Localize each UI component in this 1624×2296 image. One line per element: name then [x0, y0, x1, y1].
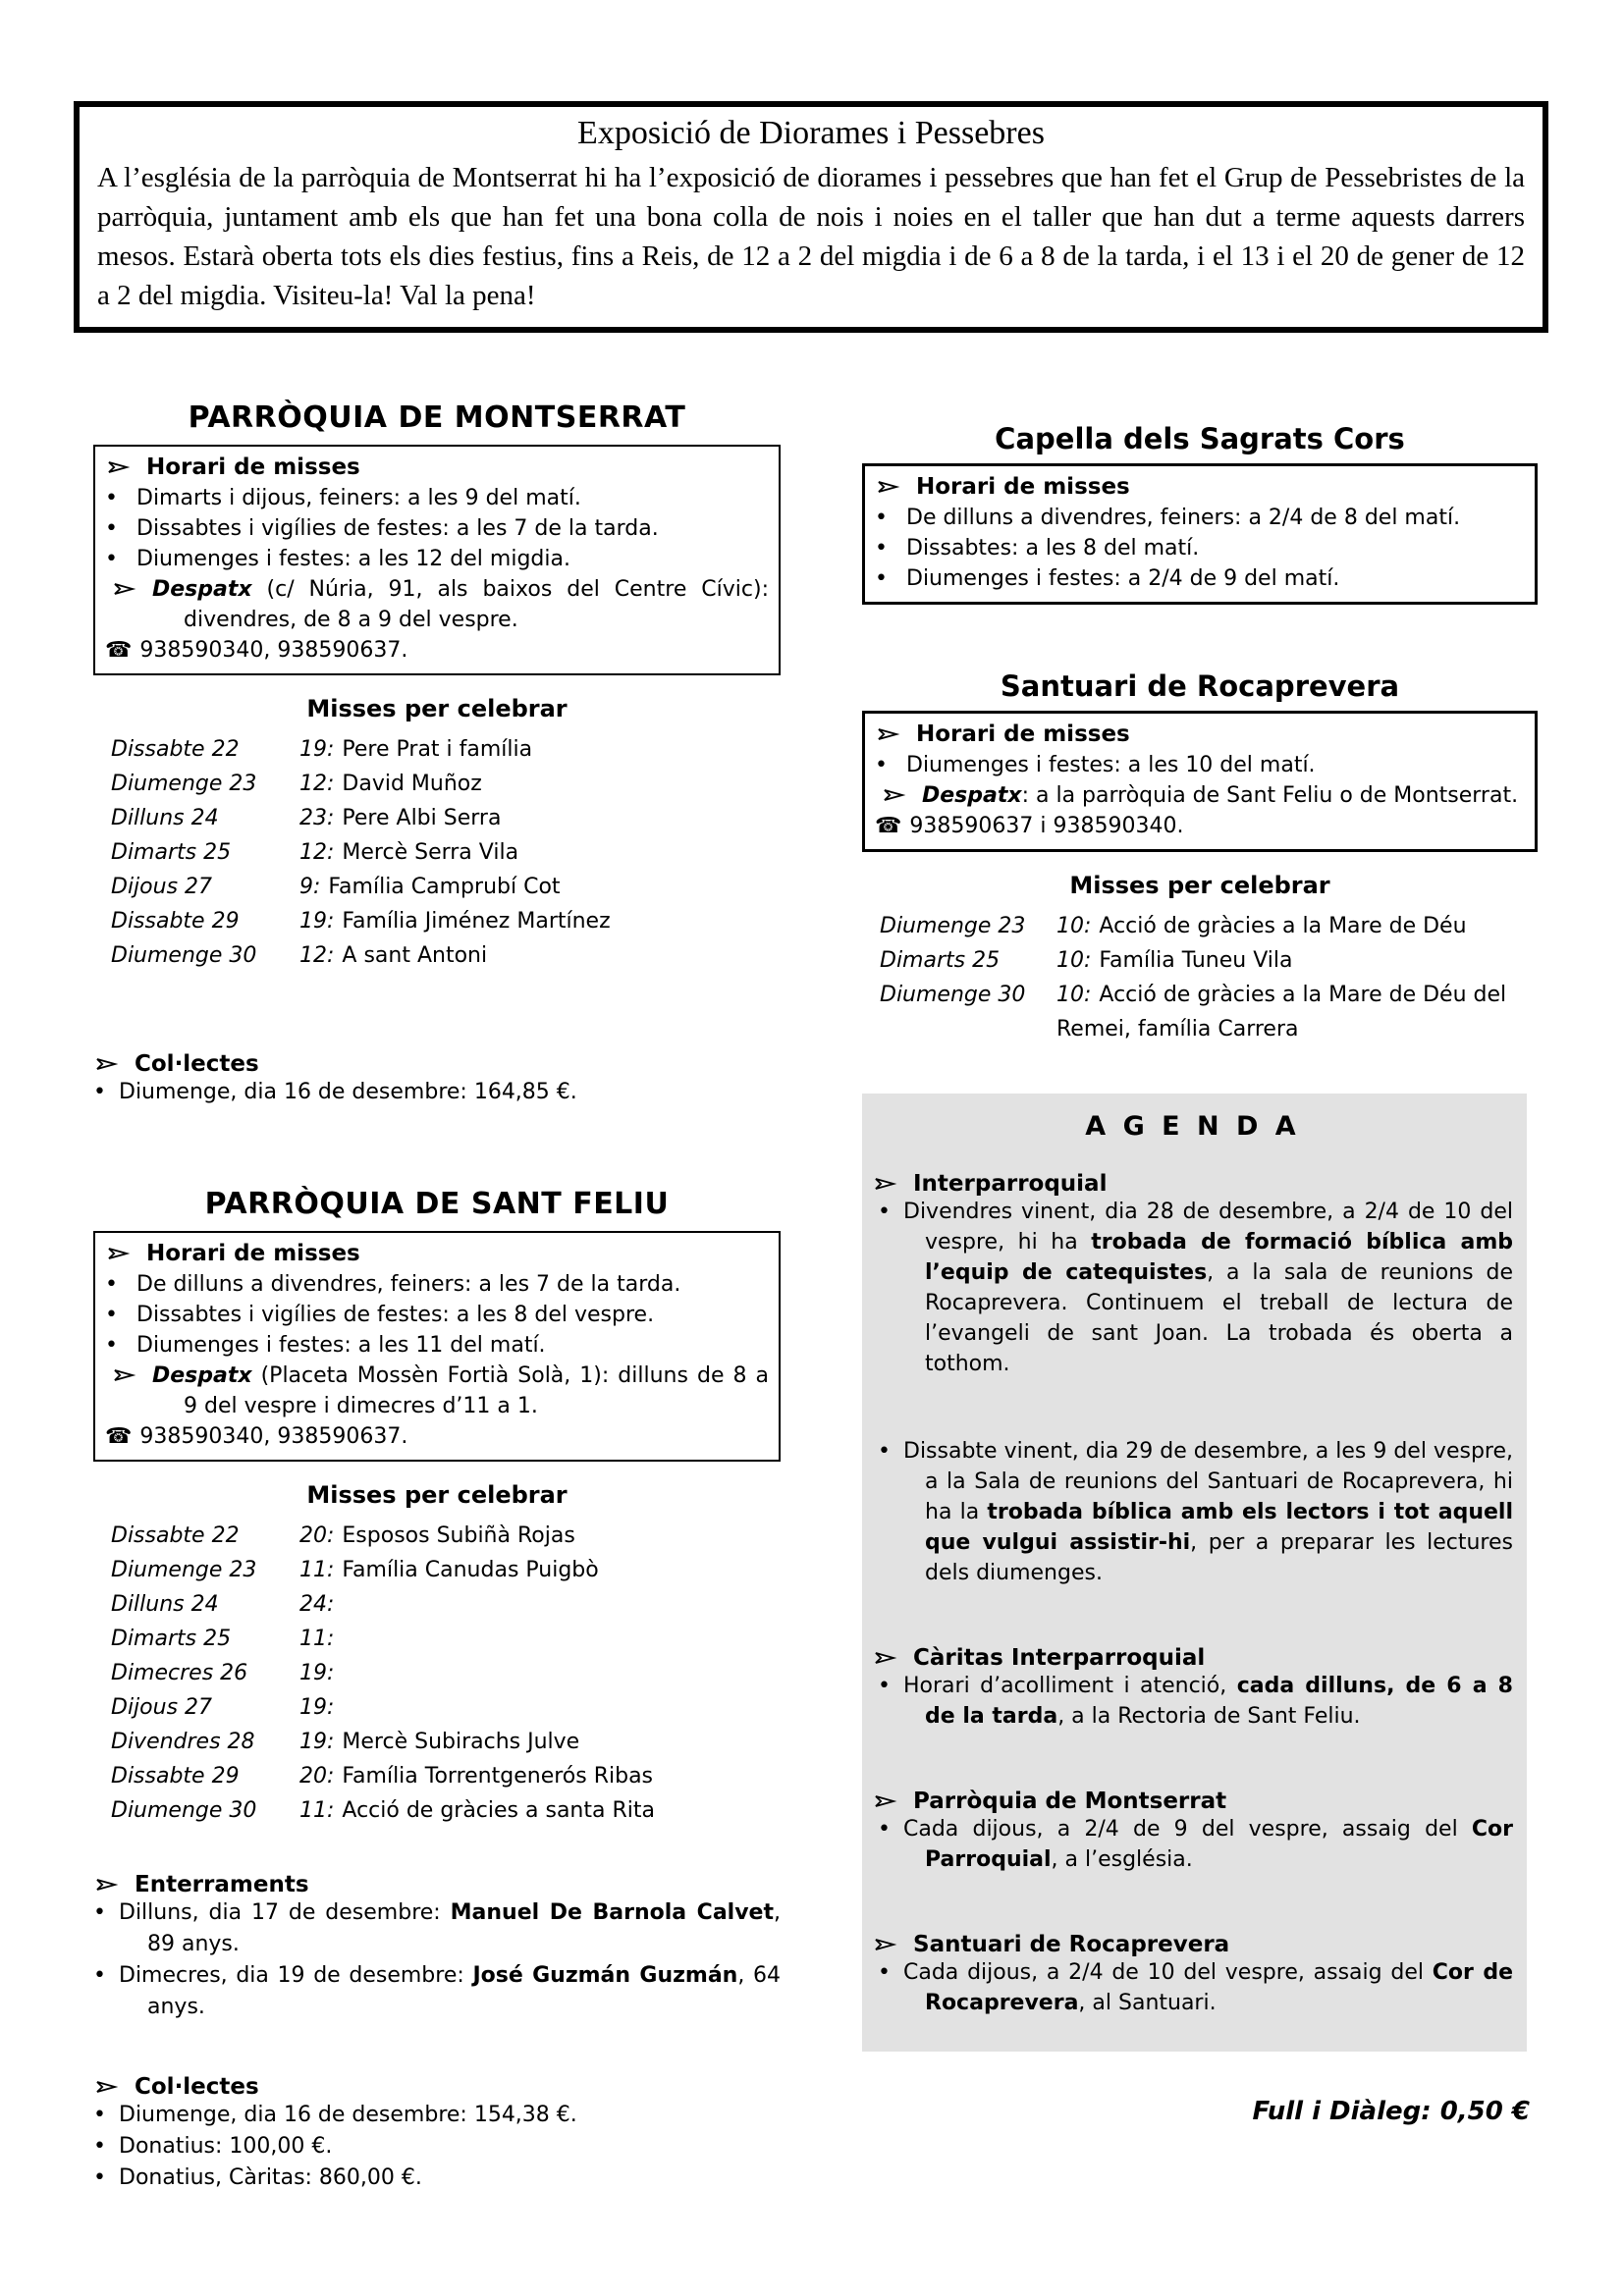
mass-time: 12: [299, 840, 335, 865]
collecta-item [93, 1077, 781, 1108]
mass-day: Dimecres 26 [111, 1661, 248, 1685]
phone-numbers: 938590637 i 938590340. [909, 814, 1184, 838]
mass-time: 12: [299, 772, 335, 796]
horari-bullet [105, 1300, 769, 1330]
enterrament-item [93, 1897, 781, 1960]
mass-entry [299, 1759, 781, 1793]
bullet-text: Dissabtes i vigílies de festes: a les 8 del vespre. [136, 1303, 655, 1327]
mass-intention: Família Torrentgenerós Ribas [342, 1764, 654, 1789]
mass-intention: Família Canudas Puigbò [342, 1558, 599, 1582]
collectes-list [93, 1077, 781, 1108]
agenda-item-list [872, 1197, 1513, 1588]
mass-day: Dijous 27 [111, 875, 213, 899]
collecta-item [93, 2163, 781, 2194]
mass-time: 20: [299, 1523, 335, 1548]
misses-title: Misses per celebrar [306, 1481, 568, 1509]
arrowhead-right-icon [93, 1051, 123, 1077]
mass-entry [299, 801, 781, 835]
agenda-item-text: Horari d’acolliment i atenció, cada dilluns, de 6 a 8 de la tarda, a la Rectoria de Sant Feliu. [903, 1674, 1513, 1729]
price-note: Full i Diàleg: 0,50 € [1252, 2097, 1530, 2126]
bullet-icon: • [875, 566, 888, 591]
enterrament-text: Dimecres, dia 19 de desembre: José Guzmán Guzmán, 64 anys. [119, 1963, 781, 2019]
bullet-icon: • [105, 1272, 118, 1297]
mass-day: Diumenge 23 [880, 914, 1026, 938]
agenda-item-list [872, 1957, 1513, 2018]
mass-time: 19: [299, 737, 335, 762]
bullet-icon: • [875, 506, 888, 530]
bullet-icon: • [105, 1333, 118, 1358]
despatx-line [105, 574, 769, 635]
collectes-list [93, 2100, 781, 2194]
phone-icon: ☎ [105, 1424, 133, 1449]
bullet-icon: • [93, 2134, 106, 2159]
despatx-line [875, 780, 1525, 811]
arrowhead-right-icon [875, 472, 904, 503]
misses-title: Misses per celebrar [1069, 872, 1330, 899]
mass-time: 20: [299, 1764, 335, 1789]
horari-bullet-list [105, 1269, 769, 1361]
mass-intention: Acció de gràcies a santa Rita [342, 1798, 655, 1823]
horari-heading [105, 1239, 769, 1269]
mass-day: Divendres 28 [111, 1730, 255, 1754]
bullet-text: Dissabtes: a les 8 del matí. [906, 536, 1200, 561]
agenda-section-label: Parròquia de Montserrat [913, 1789, 1227, 1814]
phone-numbers: 938590340, 938590637. [139, 638, 408, 663]
mass-entry [299, 1690, 781, 1725]
arrowhead-right-icon [111, 574, 140, 605]
agenda-item-text: Cada dijous, a 2/4 de 10 del vespre, assaig del Cor de Rocaprevera, al Santuari. [903, 1960, 1513, 2015]
exposition-title: Exposició de Diorames i Pessebres [577, 115, 1045, 151]
bullet-text: Diumenges i festes: a les 10 del matí. [906, 753, 1316, 777]
mass-time: 19: [299, 1661, 335, 1685]
mass-day: Dilluns 24 [111, 1592, 219, 1617]
mass-entry [299, 1519, 781, 1553]
bullet-text: Dissabtes i vigílies de festes: a les 7 de la tarda. [136, 516, 659, 541]
horari-heading-label: Horari de misses [916, 721, 1130, 747]
mass-row [111, 1587, 781, 1622]
mass-intention: Acció de gràcies a la Mare de Déu del Remei, família Carrera [1056, 983, 1507, 1041]
mass-intention: Família Jiménez Martínez [342, 909, 611, 934]
mass-entry [299, 835, 781, 870]
bullet-icon: • [105, 1303, 118, 1327]
mass-intention: Esposos Subiñà Rojas [342, 1523, 575, 1548]
mass-row [111, 835, 781, 870]
mass-entry [1056, 978, 1538, 1046]
left-column [93, 400, 781, 2194]
mass-row [111, 1725, 781, 1759]
agenda-section-label: Càritas Interparroquial [913, 1645, 1206, 1671]
mass-entry [299, 1587, 781, 1622]
mass-row [111, 1622, 781, 1656]
horari-heading-label: Horari de misses [146, 454, 360, 480]
enterraments-list [93, 1897, 781, 2023]
agenda-section-caritas [872, 1645, 1513, 1732]
bullet-icon: • [878, 1439, 891, 1464]
bullet-text: Diumenges i festes: a les 11 del matí. [136, 1333, 546, 1358]
bullet-text: De dilluns a divendres, feiners: a les 7 de la tarda. [136, 1272, 681, 1297]
mass-row [111, 767, 781, 801]
despatx-text: Despatx: a la parròquia de Sant Feliu o de Montserrat. [922, 783, 1519, 808]
rocaprevera-horari-box [862, 711, 1538, 852]
horari-bullet-list [875, 750, 1525, 780]
bullet-icon: • [878, 1817, 891, 1842]
phone-line [105, 635, 769, 666]
misses-table [862, 909, 1538, 1046]
mass-row [111, 732, 781, 767]
agenda-section-rocaprevera [872, 1932, 1513, 2018]
mass-time: 19: [299, 909, 335, 934]
phone-icon: ☎ [875, 814, 902, 838]
bullet-icon: • [105, 516, 118, 541]
mass-intention: A sant Antoni [342, 943, 488, 968]
mass-intention: Acció de gràcies a la Mare de Déu [1099, 914, 1467, 938]
despatx-text: Despatx (c/ Núria, 91, als baixos del Centre Cívic): divendres, de 8 a 9 del vespre. [152, 577, 769, 632]
collectes-heading-label: Col·lectes [135, 2074, 259, 2100]
rocaprevera-title: Santuari de Rocaprevera [1000, 669, 1400, 703]
horari-bullet [105, 544, 769, 574]
mass-day: Diumenge 30 [111, 943, 257, 968]
mass-entry [299, 1553, 781, 1587]
phone-numbers: 938590340, 938590637. [139, 1424, 408, 1449]
misses-table [93, 732, 781, 973]
bullet-icon: • [93, 1900, 106, 1925]
collecta-text: Diumenge, dia 16 de desembre: 154,38 €. [119, 2103, 577, 2127]
bullet-icon: • [105, 486, 118, 510]
mass-time: 11: [299, 1798, 335, 1823]
arrowhead-right-icon [881, 780, 910, 811]
agenda-section-label: Interparroquial [913, 1171, 1108, 1197]
mass-day: Diumenge 23 [111, 1558, 257, 1582]
bullet-icon: • [93, 2165, 106, 2190]
mass-day: Dijous 27 [111, 1695, 213, 1720]
mass-day: Dimarts 25 [880, 948, 1001, 973]
mass-intention: Família Tuneu Vila [1099, 948, 1293, 973]
mass-entry [299, 767, 781, 801]
sagrats-cors-horari-box [862, 463, 1538, 605]
exposition-notice-box [74, 101, 1548, 333]
arrowhead-right-icon [872, 1932, 901, 1957]
bullet-icon: • [105, 547, 118, 571]
horari-bullet [875, 750, 1525, 780]
horari-heading [875, 472, 1525, 503]
sant-feliu-title: PARRÒQUIA DE SANT FELIU [204, 1187, 670, 1221]
bullet-icon: • [878, 1674, 891, 1698]
agenda-box [862, 1094, 1527, 2052]
mass-row [111, 1519, 781, 1553]
mass-intention: Mercè Subirachs Julve [342, 1730, 580, 1754]
bullet-icon: • [878, 1200, 891, 1224]
right-column [862, 422, 1538, 2126]
bullet-icon: • [875, 536, 888, 561]
mass-time: 23: [299, 806, 335, 830]
mass-intention: Pere Albi Serra [342, 806, 502, 830]
mass-entry [299, 1622, 781, 1656]
mass-time: 10: [1056, 983, 1092, 1007]
mass-row [880, 978, 1538, 1046]
mass-day: Dissabte 29 [111, 909, 240, 934]
bullet-icon: • [93, 2103, 106, 2127]
horari-bullet [105, 513, 769, 544]
collecta-item [93, 2131, 781, 2163]
mass-day: Dissabte 22 [111, 1523, 240, 1548]
mass-row [111, 801, 781, 835]
mass-day: Diumenge 30 [880, 983, 1026, 1007]
arrowhead-right-icon [872, 1171, 901, 1197]
agenda-item [878, 1197, 1513, 1379]
enterraments-heading-label: Enterraments [135, 1872, 309, 1897]
montserrat-horari-box [93, 445, 781, 675]
mass-day: Dilluns 24 [111, 806, 219, 830]
horari-bullet [105, 1330, 769, 1361]
mass-row [111, 938, 781, 973]
agenda-item [878, 1436, 1513, 1588]
arrowhead-right-icon [872, 1789, 901, 1814]
mass-entry [299, 1793, 781, 1828]
bullet-icon: • [878, 1960, 891, 1985]
mass-time: 24: [299, 1592, 335, 1617]
collecta-item [93, 2100, 781, 2131]
mass-time: 10: [1056, 948, 1092, 973]
agenda-section-heading [872, 1645, 1513, 1671]
horari-heading [105, 453, 769, 483]
horari-bullet [105, 483, 769, 513]
agenda-item [878, 1957, 1513, 2018]
collectes-heading-label: Col·lectes [135, 1051, 259, 1077]
arrowhead-right-icon [875, 720, 904, 750]
mass-entry [299, 938, 781, 973]
mass-intention: Pere Prat i família [342, 737, 533, 762]
horari-bullet-list [105, 483, 769, 574]
mass-time: 10: [1056, 914, 1092, 938]
mass-row [111, 904, 781, 938]
mass-entry [299, 1656, 781, 1690]
mass-entry [299, 1725, 781, 1759]
phone-icon: ☎ [105, 638, 133, 663]
horari-bullet-list [875, 503, 1525, 594]
phone-line [875, 811, 1525, 841]
arrowhead-right-icon [872, 1645, 901, 1671]
bullet-text: De dilluns a divendres, feiners: a 2/4 de 8 del matí. [906, 506, 1461, 530]
arrowhead-right-icon [111, 1361, 140, 1391]
horari-heading-label: Horari de misses [916, 474, 1130, 500]
agenda-item-list [872, 1671, 1513, 1732]
enterrament-text: Dilluns, dia 17 de desembre: Manuel De Barnola Calvet, 89 anys. [119, 1900, 781, 1956]
mass-entry [299, 870, 781, 904]
mass-row [880, 909, 1538, 943]
enterrament-item [93, 1960, 781, 2023]
mass-intention: David Muñoz [342, 772, 482, 796]
montserrat-title: PARRÒQUIA DE MONTSERRAT [188, 400, 686, 435]
agenda-item [878, 1671, 1513, 1732]
agenda-section-interparroquial [872, 1171, 1513, 1588]
mass-day: Dissabte 29 [111, 1764, 240, 1789]
arrowhead-right-icon [93, 1872, 123, 1897]
agenda-item-list [872, 1814, 1513, 1875]
horari-bullet [875, 503, 1525, 533]
misses-table [93, 1519, 781, 1828]
arrowhead-right-icon [93, 2074, 123, 2100]
mass-entry [299, 732, 781, 767]
mass-row [111, 1656, 781, 1690]
despatx-text: Despatx (Placeta Mossèn Fortià Solà, 1): dilluns de 8 a 9 del vespre i dimecres d’11 a 1. [152, 1363, 769, 1418]
mass-day: Diumenge 23 [111, 772, 257, 796]
bullet-text: Dimarts i dijous, feiners: a les 9 del matí. [136, 486, 581, 510]
agenda-item [878, 1814, 1513, 1875]
mass-time: 9: [299, 875, 321, 899]
collectes-heading [93, 1051, 781, 1077]
mass-row [111, 870, 781, 904]
mass-time: 11: [299, 1558, 335, 1582]
collecta-text: Donatius, Càritas: 860,00 €. [119, 2165, 422, 2190]
arrowhead-right-icon [105, 1239, 135, 1269]
agenda-section-heading [872, 1932, 1513, 1957]
mass-row [111, 1759, 781, 1793]
mass-intention: Mercè Serra Vila [342, 840, 519, 865]
bullet-icon: • [93, 1963, 106, 1988]
mass-day: Dissabte 22 [111, 737, 240, 762]
bullet-icon: • [93, 1080, 106, 1104]
agenda-item-text: Cada dijous, a 2/4 de 9 del vespre, assaig del Cor Parroquial, a l’església. [903, 1817, 1513, 1872]
agenda-item-text: Divendres vinent, dia 28 de desembre, a 2/4 de 10 del vespre, hi ha trobada de formació bíblica amb l’equip de catequistes, a la sala de reunions de Rocaprevera. Continuem el treball de lectura de l’evangeli de sant Joan. La trobada és oberta a tothom. [903, 1200, 1514, 1376]
agenda-section-heading [872, 1789, 1513, 1814]
mass-time: 19: [299, 1730, 335, 1754]
mass-intention: Família Camprubí Cot [328, 875, 561, 899]
arrowhead-right-icon [105, 453, 135, 483]
agenda-section-montserrat [872, 1789, 1513, 1875]
horari-bullet [875, 533, 1525, 563]
mass-row [111, 1690, 781, 1725]
collecta-text: Donatius: 100,00 €. [119, 2134, 333, 2159]
misses-title: Misses per celebrar [306, 695, 568, 722]
collectes-heading [93, 2074, 781, 2100]
sagrats-cors-title: Capella dels Sagrats Cors [995, 422, 1405, 455]
horari-heading [875, 720, 1525, 750]
agenda-title: A G E N D A [1085, 1111, 1300, 1142]
enterraments-heading [93, 1872, 781, 1897]
sant-feliu-horari-box [93, 1231, 781, 1462]
horari-heading-label: Horari de misses [146, 1241, 360, 1266]
agenda-item-text: Dissabte vinent, dia 29 de desembre, a les 9 del vespre, a la Sala de reunions del Santuari de Rocaprevera, hi ha la trobada bíblica amb els lectors i tot aquell que vulgui assistir-hi, per a preparar les lectures dels diumenges. [903, 1439, 1513, 1585]
bullet-text: Diumenges i festes: a les 12 del migdia. [136, 547, 570, 571]
agenda-section-heading [872, 1171, 1513, 1197]
mass-time: 19: [299, 1695, 335, 1720]
mass-entry [1056, 909, 1538, 943]
despatx-line [105, 1361, 769, 1421]
phone-line [105, 1421, 769, 1452]
mass-day: Dimarts 25 [111, 1627, 232, 1651]
agenda-section-label: Santuari de Rocaprevera [913, 1932, 1230, 1957]
mass-entry [299, 904, 781, 938]
horari-bullet [875, 563, 1525, 594]
exposition-body: A l’església de la parròquia de Montserrat hi ha l’exposició de diorames i pessebres que han fet el Grup de Pessebristes de la parròquia, juntament amb els que han fet una bona colla de nois i noies en el taller que han dut a terme aquests darrers mesos. Estarà oberta tots els dies festius, fins a Reis, de 12 a 2 del migdia i de 6 a 8 de la tarda, i el 13 i el 20 de gener de 12 a 2 del migdia. Visiteu-la! Val la pena! [97, 162, 1525, 311]
bullet-icon: • [875, 753, 888, 777]
mass-entry [1056, 943, 1538, 978]
mass-day: Diumenge 30 [111, 1798, 257, 1823]
mass-time: 12: [299, 943, 335, 968]
mass-row [880, 943, 1538, 978]
bullet-text: Diumenges i festes: a 2/4 de 9 del matí. [906, 566, 1340, 591]
collecta-text: Diumenge, dia 16 de desembre: 164,85 €. [119, 1080, 577, 1104]
mass-day: Dimarts 25 [111, 840, 232, 865]
mass-row [111, 1553, 781, 1587]
mass-row [111, 1793, 781, 1828]
mass-time: 11: [299, 1627, 335, 1651]
horari-bullet [105, 1269, 769, 1300]
